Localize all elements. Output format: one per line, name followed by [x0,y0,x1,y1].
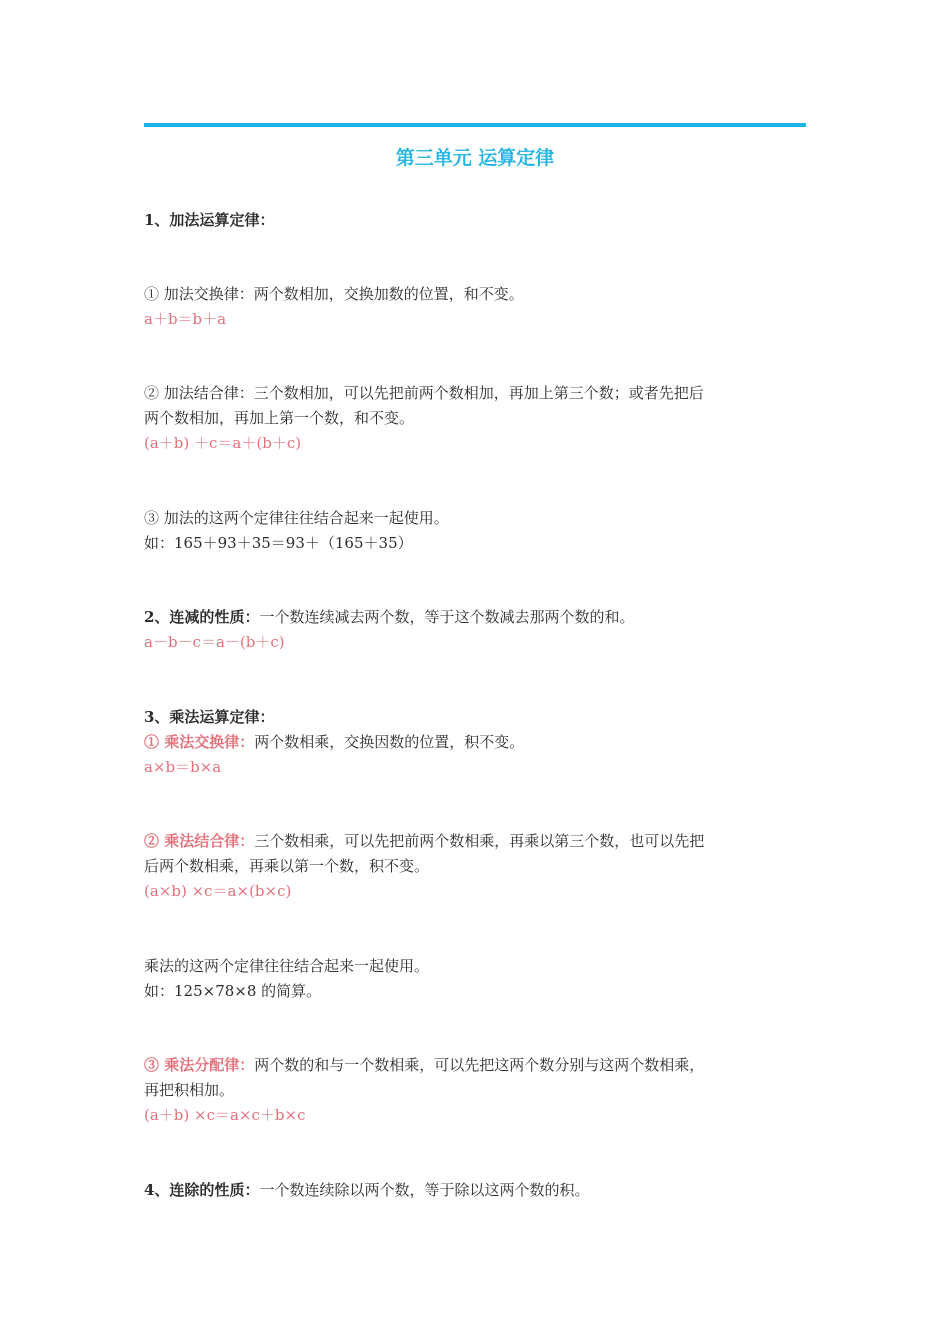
section-2-heading: 2、连减的性质： [144,608,260,626]
addition-combined-note: ③ 加法的这两个定律往往结合起来一起使用。 [144,509,449,527]
multiplication-example: 如：125×78×8 的简算。 [144,982,322,1000]
section-2-text: 一个数连续减去两个数，等于这个数减去那两个数的和。 [259,608,635,626]
section-4-text: 一个数连续除以两个数，等于除以这两个数的积。 [259,1181,590,1199]
addition-commutative-law: ① 加法交换律：两个数相加，交换加数的位置，和不变。 [144,285,524,303]
multiplication-associative-label: ② 乘法结合律： [144,832,255,850]
distributive-law-line2: 再把积相加。 [144,1081,235,1099]
distributive-formula: (a＋b) ×c＝a×c＋b×c [144,1106,306,1124]
distributive-text: 两个数的和与一个数相乘，可以先把这两个数分别与这两个数相乘， [254,1056,705,1074]
addition-commutative-formula: a＋b＝b＋a [144,310,227,328]
subtraction-formula: a－b－c＝a－(b＋c) [144,633,285,651]
page-title: 第三单元 运算定律 [395,147,555,169]
section-4-heading: 4、连除的性质： [144,1181,260,1199]
multiplication-associative-formula: (a×b) ×c＝a×(b×c) [144,882,292,900]
addition-associative-formula: (a＋b) ＋c＝a＋(b＋c) [144,434,302,452]
multiplication-combined-note: 乘法的这两个定律往往结合起来一起使用。 [144,957,430,975]
multiplication-associative-law-line2: 后两个数相乘，再乘以第一个数，积不变。 [144,857,430,875]
multiplication-commutative-text: 两个数相乘，交换因数的位置，积不变。 [254,733,525,751]
section-2-line [144,605,814,629]
section-4-line [144,1178,814,1202]
multiplication-commutative-label: ① 乘法交换律： [144,733,255,751]
multiplication-associative-text: 三个数相乘，可以先把前两个数相乘，再乘以第三个数，也可以先把 [254,832,705,850]
multiplication-associative-law-line1 [144,829,814,853]
addition-associative-law-line2: 两个数相加，再加上第一个数，和不变。 [144,409,415,427]
multiplication-commutative-formula: a×b＝b×a [144,758,222,776]
addition-associative-law-line1: ② 加法结合律：三个数相加，可以先把前两个数相加，再加上第三个数；或者先把后 [144,384,704,402]
addition-example: 如：165＋93＋35＝93＋（165＋35） [144,534,413,552]
title-rule [144,123,806,127]
section-3-heading: 3、乘法运算定律： [144,708,275,726]
section-1-heading: 1、加法运算定律： [144,211,275,229]
multiplication-commutative-law [144,730,814,754]
distributive-law-line1 [144,1053,814,1077]
distributive-label: ③ 乘法分配律： [144,1056,255,1074]
